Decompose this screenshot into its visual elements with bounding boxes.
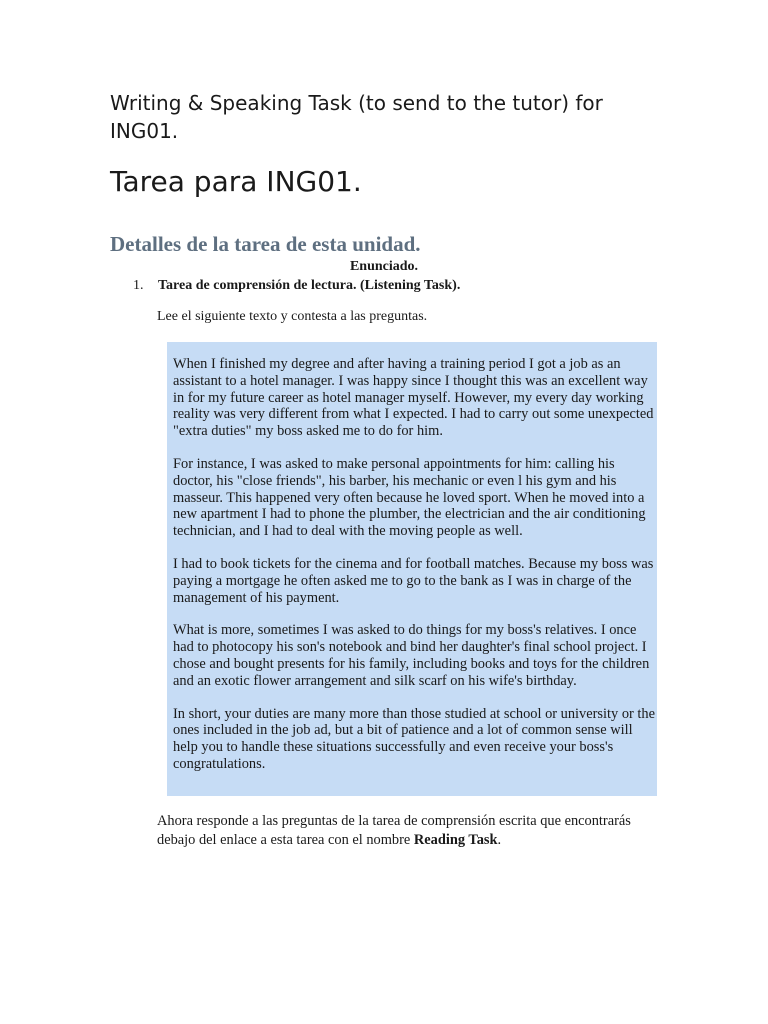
task-instruction: Lee el siguiente texto y contesta a las preguntas.	[157, 309, 428, 324]
reading-text-box	[167, 342, 657, 796]
document-heading: Writing & Speaking Task (to send to the tutor) for ING01.	[110, 91, 603, 143]
reading-paragraph: In short, your duties are many more than those studied at school or university or the ones included in the job ad, but a bit of patience and a lot of common sense will help you to handle these situations successfully and even receive your boss's congratulations.	[173, 705, 655, 772]
closing-text-after: .	[497, 832, 502, 848]
task-list-item	[133, 277, 460, 295]
reading-paragraph: When I finished my degree and after having a training period I got a job as an assistant to a hotel manager. I was happy since I thought this was an excellent way in for my future career as hotel manager myself. However, my every day working reality was very different from what I expected. I had to carry out some unexpected "extra duties" my boss asked me to do for him.	[173, 356, 654, 440]
task-number: 1.	[133, 278, 144, 293]
closing-instruction	[157, 812, 637, 850]
reading-paragraph: I had to book tickets for the cinema and for football matches. Because my boss was paying a mortgage he often asked me to go to the bank as I was in charge of the management of his payment.	[173, 555, 654, 606]
statement-label: Enunciado.	[349, 259, 419, 274]
reading-paragraph: What is more, sometimes I was asked to do things for my boss's relatives. I once had to photocopy his son's notebook and bind her daughter's final school project. I chose and bought presents for his family, including books and toys for the children and an exotic flower arrangement and silk scarf on his wife's birthday.	[173, 622, 650, 689]
section-heading: Detalles de la tarea de esta unidad.	[110, 232, 421, 256]
reading-paragraph: For instance, I was asked to make personal appointments for him: calling his doctor, his "close friends", his barber, his mechanic or even l his gym and his masseur. This happened very often because he loved sport. When he moved into a new apartment I had to phone the plumber, the electrician and the air conditioning technician, and I had to deal with the moving people as well.	[173, 455, 646, 540]
document-title: Tarea para ING01.	[110, 165, 362, 198]
closing-text-before: Ahora responde a las preguntas de la tarea de comprensión escrita que encontrarás debajo del enlace a esta tarea con el nombre	[157, 813, 631, 848]
task-label: Tarea de comprensión de lectura. (Listening Task).	[158, 278, 461, 293]
reading-task-name: Reading Task	[413, 832, 498, 848]
